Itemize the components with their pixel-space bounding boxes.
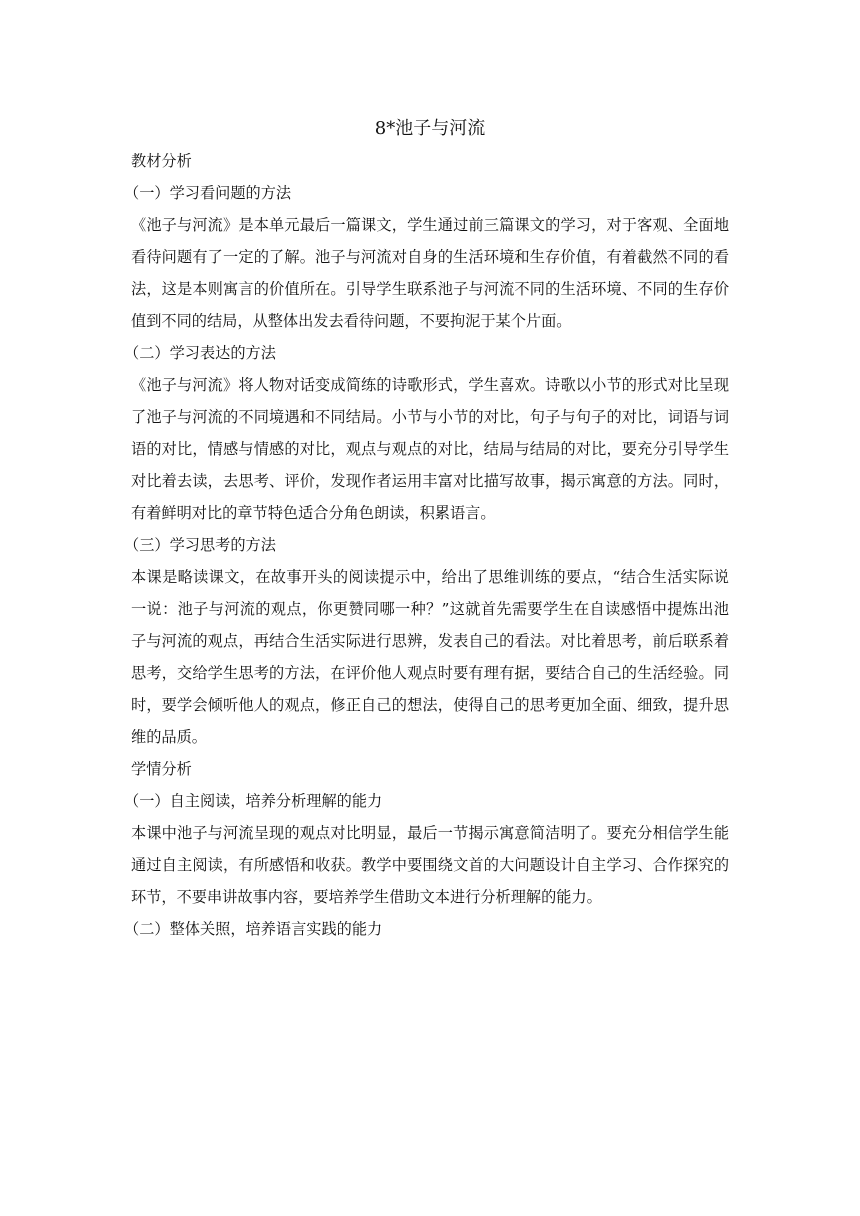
subsection-heading-independent-reading: （一）自主阅读，培养分析理解的能力 bbox=[124, 792, 383, 810]
section-heading-textbook-analysis: 教材分析 bbox=[131, 152, 192, 170]
subsection-heading-expression: （二）学习表达的方法 bbox=[124, 344, 276, 362]
paragraph-independent-reading: 本课中池子与河流呈现的观点对比明显，最后一节揭示寓意简洁明了。要充分相信学生能通过自主阅读，有所感悟和收获。教学中要围绕文首的大问题设计自主学习、合作探究的环节，不要串讲故事内容，要培养学生借助文本进行分析理解的能力。 bbox=[131, 824, 729, 906]
document-body bbox=[124, 112, 729, 945]
subsection-heading-thinking: （三）学习思考的方法 bbox=[124, 536, 276, 554]
section-heading-student-analysis: 学情分析 bbox=[131, 760, 192, 778]
paragraph-thinking: 本课是略读课文，在故事开头的阅读提示中，给出了思维训练的要点，“结合生活实际说一说：池子与河流的观点，你更赞同哪一种？”这就首先需要学生在自读感悟中提炼出池子与河流的观点，再结合生活实际进行思辨，发表自己的看法。对比着思考，前后联系着思考，交给学生思考的方法，在评价他人观点时要有理有据，要结合自己的生活经验。同时，要学会倾听他人的观点，修正自己的想法，使得自己的思考更加全面、细致，提升思维的品质。 bbox=[131, 568, 729, 746]
document-title: 8*池子与河流 bbox=[374, 118, 486, 139]
paragraph-expression: 《池子与河流》将人物对话变成简练的诗歌形式，学生喜欢。诗歌以小节的形式对比呈现了池子与河流的不同境遇和不同结局。小节与小节的对比，句子与句子的对比，词语与词语的对比，情感与情感的对比，观点与观点的对比，结局与结局的对比，要充分引导学生对比着去读，去思考、评价，发现作者运用丰富对比描写故事，揭示寓意的方法。同时，有着鲜明对比的章节特色适合分角色朗读，积累语言。 bbox=[131, 376, 729, 522]
paragraph-viewing-problems: 《池子与河流》是本单元最后一篇课文，学生通过前三篇课文的学习，对于客观、全面地看待问题有了一定的了解。池子与河流对自身的生活环境和生存价值，有着截然不同的看法，这是本则寓言的价值所在。引导学生联系池子与河流不同的生活环境、不同的生存价值到不同的结局，从整体出发去看待问题，不要拘泥于某个片面。 bbox=[131, 216, 729, 330]
subsection-heading-viewing-problems: （一）学习看问题的方法 bbox=[124, 184, 292, 202]
subsection-heading-language-practice: （二）整体关照，培养语言实践的能力 bbox=[124, 920, 383, 938]
